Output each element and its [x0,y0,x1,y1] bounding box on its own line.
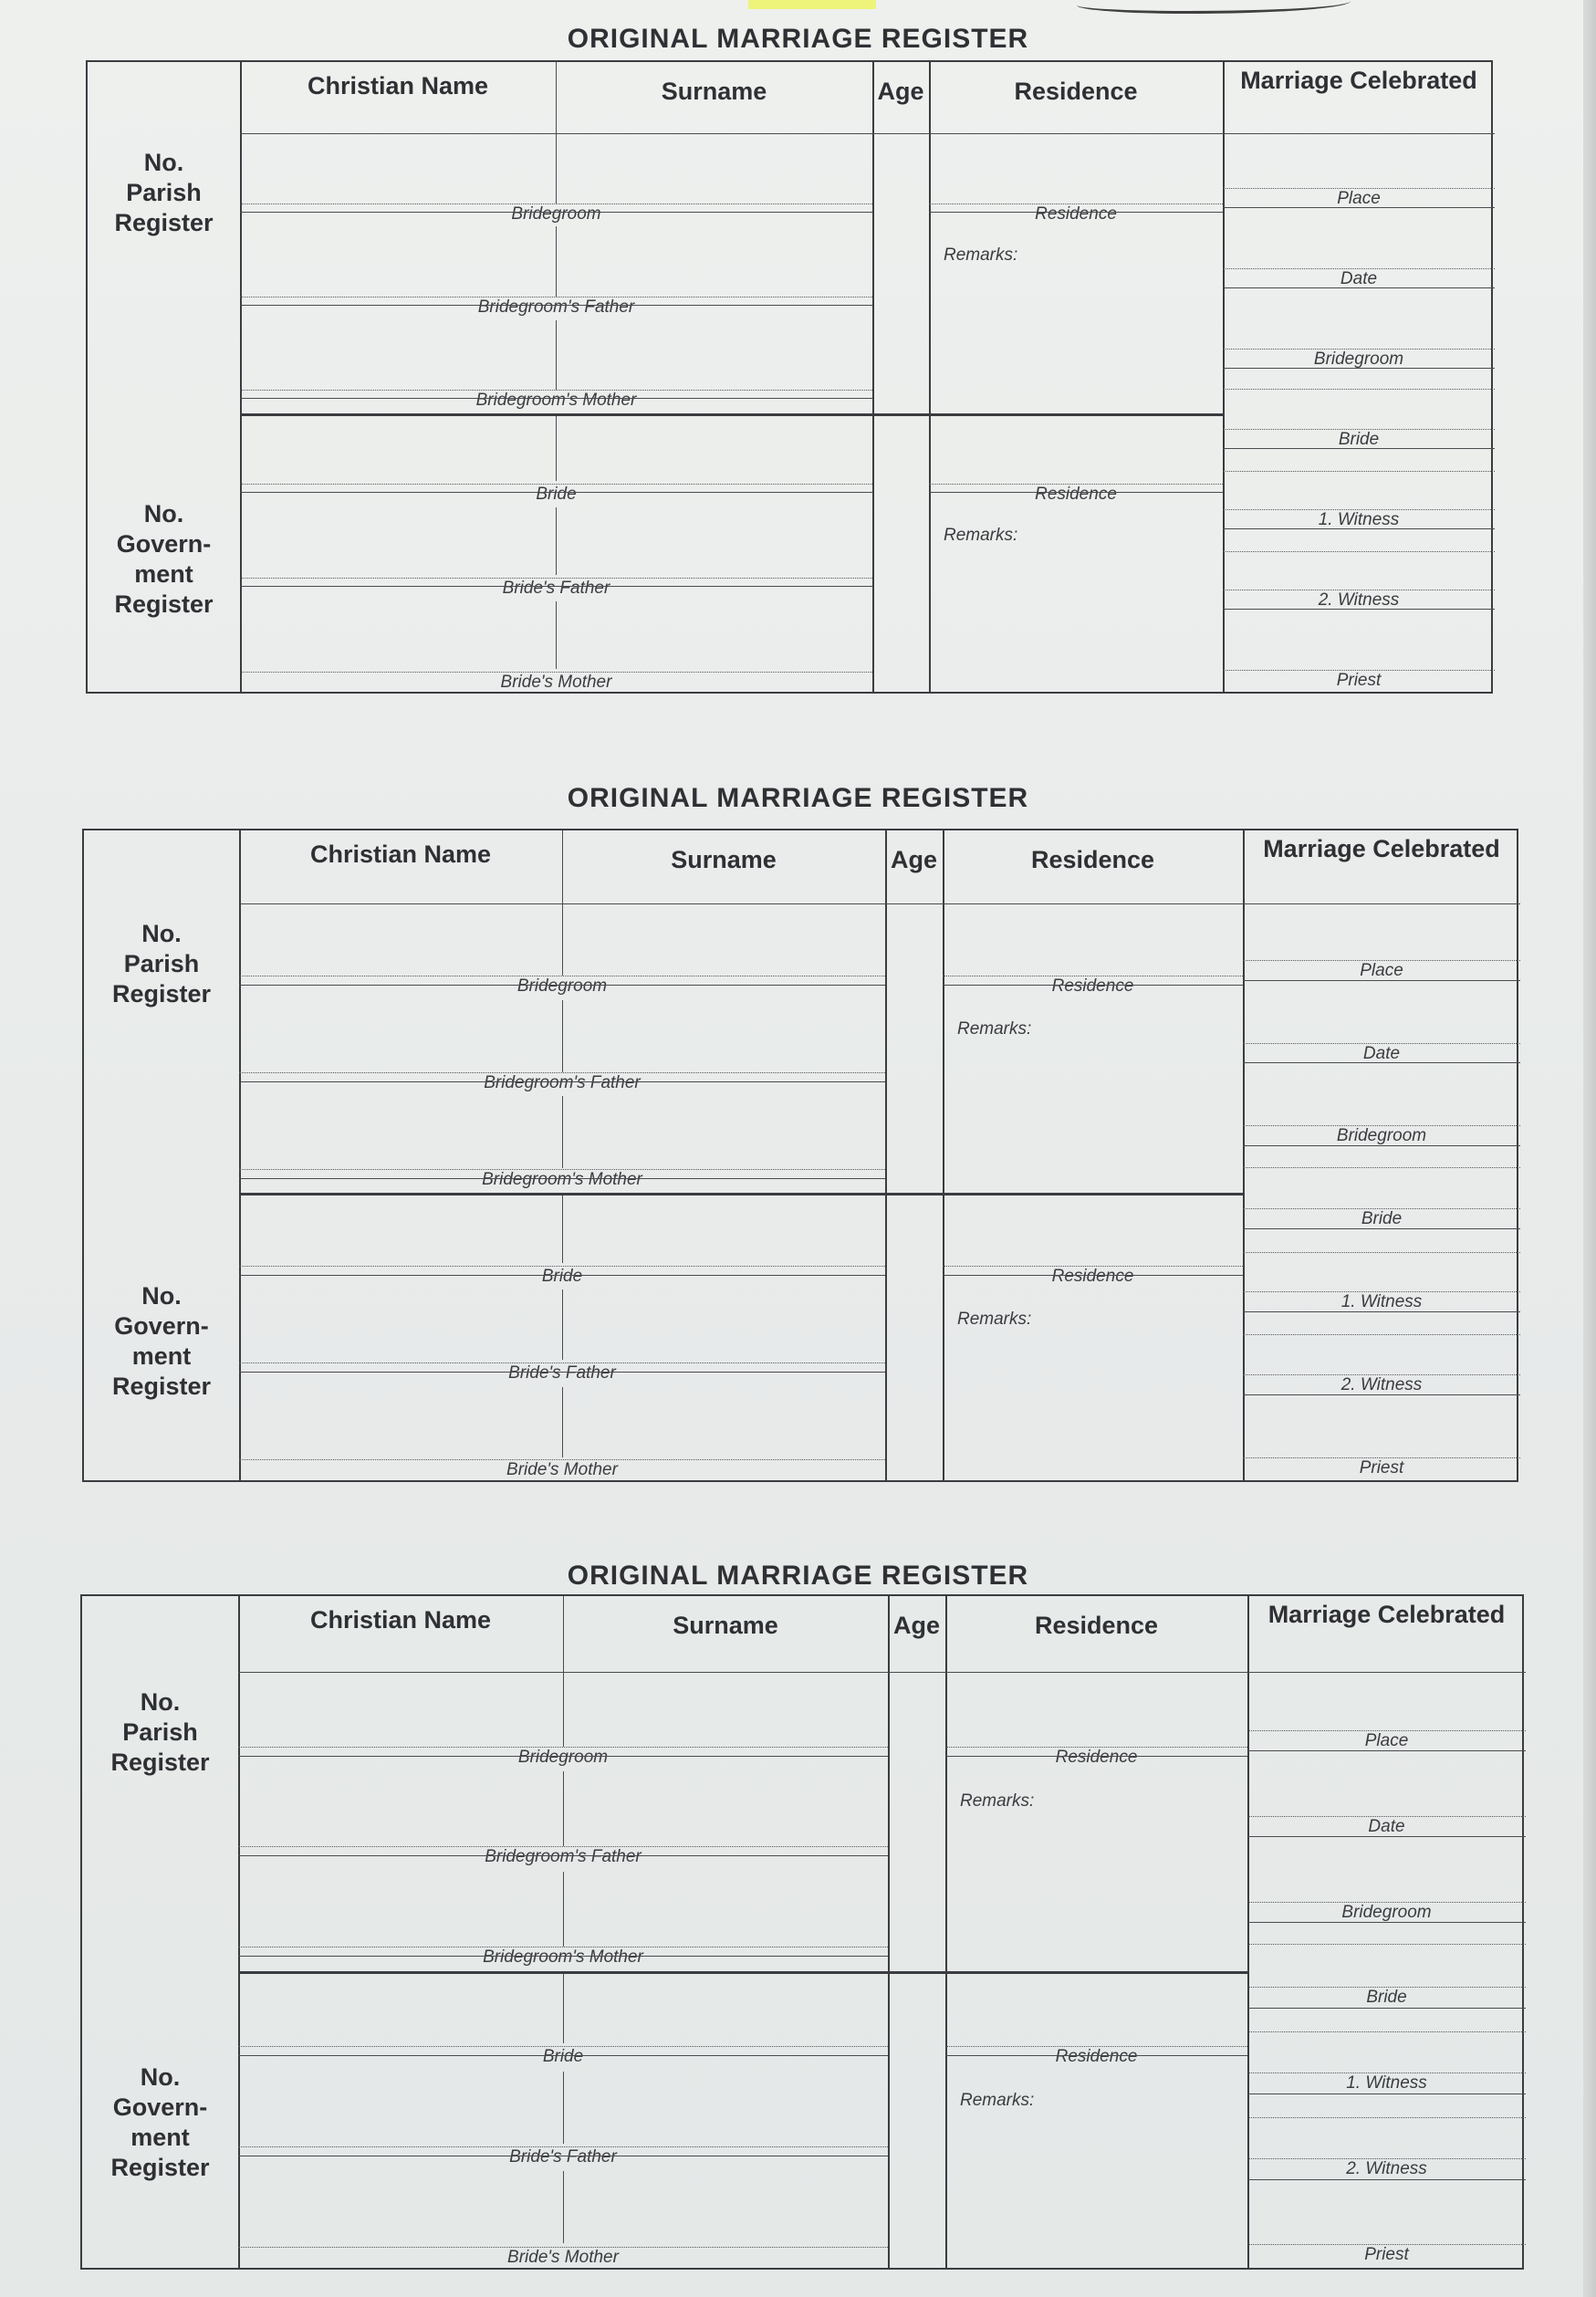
name-split-divider [563,1672,564,1747]
dotted-guide [945,2046,1247,2047]
register-title: ORIGINAL MARRIAGE REGISTER [567,1561,1029,1591]
label-witness-2: 2. Witness [1340,1375,1423,1394]
dotted-guide [238,1846,888,1847]
label-brides-father: Bride's Father [502,579,610,598]
dotted-guide [1247,2117,1526,2118]
register-title: ORIGINAL MARRIAGE REGISTER [567,24,1029,54]
row-divider [1247,2179,1526,2180]
label-witness-1: 1. Witness [1340,1292,1423,1311]
dotted-guide [1247,2158,1526,2159]
label-residence-bride: Residence [1051,1267,1134,1286]
dotted-guide [238,2046,888,2047]
row-divider [238,2055,888,2056]
header-age: Age [892,1612,940,1639]
column-divider [888,1596,890,2268]
label-residence-groom: Residence [1055,1748,1138,1767]
parish-register-label: No. Parish Register [114,149,214,236]
label-brides-father: Bride's Father [508,1363,616,1383]
dotted-guide [1247,1987,1526,1988]
label-celebrated-bride: Bride [1338,430,1380,449]
dotted-guide [1247,2031,1526,2032]
label-bride: Bride [536,485,577,504]
header-age: Age [890,846,937,873]
label-brides-father: Bride's Father [509,2147,617,2166]
column-divider [945,1596,947,2268]
register-title: ORIGINAL MARRIAGE REGISTER [567,783,1029,813]
name-split-divider [563,1872,564,1947]
name-split-divider [563,2072,564,2144]
government-register-label: No. Govern- ment Register [114,500,214,618]
label-celebrated-bride: Bride [1361,1209,1403,1228]
label-place: Place [1364,1731,1409,1750]
dotted-guide [1247,1944,1526,1945]
label-priest: Priest [1359,1458,1404,1477]
label-priest: Priest [1364,2245,1409,2264]
label-bridegrooms-father: Bridegroom's Father [477,298,635,317]
name-split-divider [563,1596,564,1672]
label-bridegrooms-mother: Bridegroom's Mother [475,391,637,410]
parish-register-label: No. Parish Register [111,920,212,1008]
government-register-label: No. Govern- ment Register [110,2063,210,2181]
label-brides-mother: Bride's Mother [500,673,612,692]
dotted-guide [238,2146,888,2147]
government-register-label: No. Govern- ment Register [111,1282,212,1400]
label-remarks-groom: Remarks: [944,245,1018,265]
row-divider [945,2055,1247,2056]
label-brides-mother: Bride's Mother [507,2248,619,2267]
label-remarks-bride: Remarks: [957,1310,1032,1329]
label-bridegrooms-father: Bridegroom's Father [484,1073,641,1092]
dotted-guide [1247,2244,1526,2245]
label-residence-bride: Residence [1055,2047,1138,2066]
groom-bride-divider [238,1971,1247,1974]
header-residence: Residence [1030,846,1155,873]
register-grid [80,1594,1524,2270]
label-place: Place [1337,189,1381,208]
label-remarks-bride: Remarks: [944,526,1018,545]
label-place: Place [1360,961,1403,980]
label-celebrated-bridegroom: Bridegroom [1336,1126,1427,1145]
row-divider [1247,1836,1526,1837]
label-remarks-bride: Remarks: [960,2091,1035,2110]
header-residence: Residence [1034,1612,1159,1639]
parish-register-label: No. Parish Register [110,1688,210,1776]
row-divider [1247,2008,1526,2009]
label-priest: Priest [1336,671,1382,690]
header-age: Age [877,78,924,105]
header-christian-name: Christian Name [307,72,489,99]
label-bridegroom: Bridegroom [511,204,601,224]
label-remarks-groom: Remarks: [957,1019,1032,1039]
label-bridegrooms-mother: Bridegroom's Mother [482,1170,642,1189]
header-christian-name: Christian Name [309,840,492,868]
name-split-divider [563,1771,564,1846]
name-split-divider [563,1971,564,2043]
header-residence: Residence [1014,78,1138,105]
label-witness-1: 1. Witness [1346,2073,1427,2093]
label-residence-groom: Residence [1035,204,1117,224]
name-split-divider [563,2171,564,2243]
dotted-guide [1247,1730,1526,1731]
header-marriage-celebrated: Marriage Celebrated [1240,67,1477,94]
row-divider [1247,1922,1526,1923]
label-witness-2: 2. Witness [1346,2159,1427,2178]
dotted-guide [1247,1816,1526,1817]
label-bridegroom: Bridegroom [516,976,608,996]
label-bridegrooms-father: Bridegroom's Father [485,1847,642,1866]
header-surname: Surname [673,1612,778,1639]
dotted-guide [238,1747,888,1748]
header-christian-name: Christian Name [309,1606,492,1634]
label-celebrated-bride: Bride [1366,1988,1407,2007]
row-divider [238,1956,888,1957]
header-marriage-celebrated: Marriage Celebrated [1267,1601,1506,1628]
label-witness-1: 1. Witness [1318,510,1400,529]
label-bridegrooms-mother: Bridegroom's Mother [483,1947,643,1967]
header-surname: Surname [671,846,777,873]
label-witness-2: 2. Witness [1318,590,1400,610]
header-divider [238,1672,1526,1673]
label-brides-mother: Bride's Mother [506,1460,618,1479]
label-date: Date [1340,269,1378,288]
dotted-guide [238,2247,888,2248]
row-divider [1247,1750,1526,1751]
label-celebrated-bridegroom: Bridegroom [1341,1903,1432,1922]
header-marriage-celebrated: Marriage Celebrated [1263,835,1500,862]
label-bride: Bride [542,2047,584,2066]
label-date: Date [1368,1817,1405,1836]
dotted-guide [1247,1902,1526,1903]
label-celebrated-bridegroom: Bridegroom [1313,350,1404,369]
label-residence-groom: Residence [1051,976,1134,996]
row-divider [1247,2093,1526,2094]
label-bride: Bride [541,1267,583,1286]
label-date: Date [1362,1044,1401,1063]
row-divider [945,1756,1247,1757]
label-remarks-groom: Remarks: [960,1791,1035,1811]
label-bridegroom: Bridegroom [517,1748,609,1767]
row-divider [238,1855,888,1856]
row-divider [238,1756,888,1757]
header-surname: Surname [661,78,767,105]
label-residence-bride: Residence [1035,485,1117,504]
dotted-guide [945,1747,1247,1748]
